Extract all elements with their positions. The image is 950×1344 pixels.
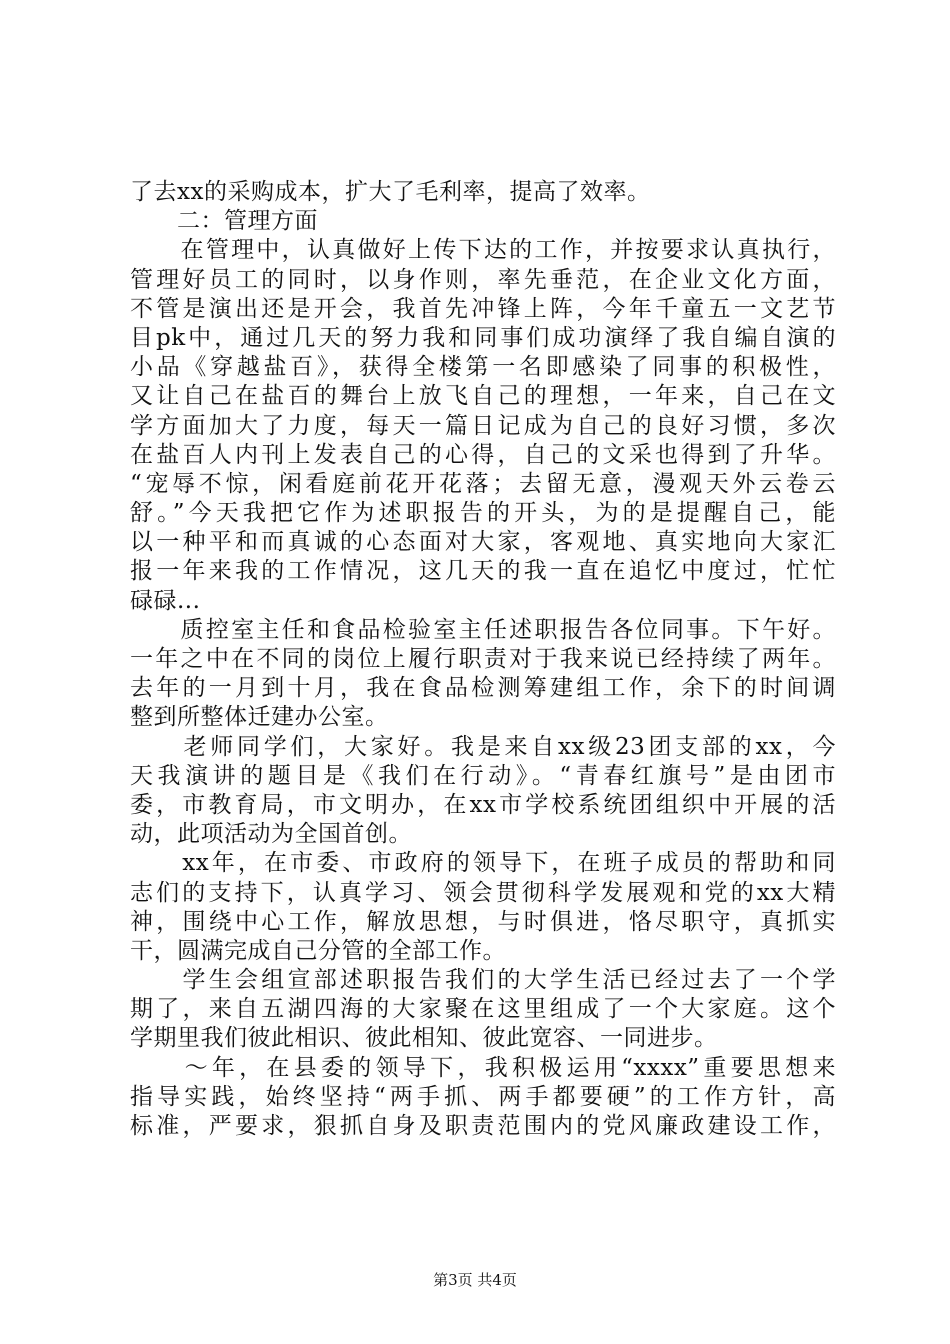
text-line: 去年的一月到十月，我在食品检测筹建组工作，余下的时间调	[130, 675, 836, 702]
text-line: 质控室主任和食品检验室主任述职报告各位同事。下午好。	[130, 616, 836, 643]
text-line: 神，围绕中心工作，解放思想，与时俱进，恪尽职守，真抓实	[130, 908, 836, 935]
text-line: 不管是演出还是开会，我首先冲锋上阵，今年千童五一文艺节	[130, 295, 836, 322]
text-line: 指导实践，始终坚持“两手抓、两手都要硬”的工作方针，高	[130, 1083, 836, 1110]
text-line: 舒。”今天我把它作为述职报告的开头，为的是提醒自己，能	[130, 500, 836, 527]
text-line: 动，此项活动为全国首创。	[130, 821, 412, 848]
document-body	[130, 178, 836, 1141]
text-line: 天我演讲的题目是《我们在行动》。“青春红旗号”是由团市	[130, 762, 836, 789]
text-line: 学生会组宣部述职报告我们的大学生活已经过去了一个学	[130, 967, 836, 994]
text-line: 报一年来我的工作情况，这几天的我一直在追忆中度过，忙忙	[130, 558, 836, 585]
page-footer: 第3页 共4页	[433, 1271, 517, 1289]
text-line: 学期里我们彼此相识、彼此相知、彼此宽容、一同进步。	[130, 1025, 718, 1052]
text-line: 委，市教育局，市文明办，在xx市学校系统团组织中开展的活	[130, 791, 836, 818]
text-line: 志们的支持下，认真学习、领会贯彻科学发展观和党的xx大精	[130, 879, 836, 906]
text-line: 了去xx的采购成本，扩大了毛利率，提高了效率。	[130, 179, 651, 205]
text-line: 小品《穿越盐百》，获得全楼第一名即感染了同事的积极性，	[130, 354, 836, 381]
text-line: 学方面加大了力度，每天一篇日记成为自己的良好习惯，多次	[130, 412, 836, 439]
text-line: 在盐百人内刊上发表自己的心得，自己的文采也得到了升华。	[130, 441, 836, 468]
text-line: 以一种平和而真诚的心态面对大家，客观地、真实地向大家汇	[130, 529, 836, 556]
text-line: xx年，在市委、市政府的领导下，在班子成员的帮助和同	[130, 850, 836, 877]
text-line: 一年之中在不同的岗位上履行职责对于我来说已经持续了两年。	[130, 646, 836, 672]
text-line: 碌碌...	[130, 587, 201, 614]
text-line: 二：管理方面	[130, 208, 318, 235]
text-line: “宠辱不惊，闲看庭前花开花落；去留无意，漫观天外云卷云	[130, 470, 836, 497]
text-line: 整到所整体迁建办公室。	[130, 704, 389, 731]
text-line: 标准，严要求，狠抓自身及职责范围内的党风廉政建设工作，	[130, 1113, 836, 1139]
text-line: 老师同学们，大家好。我是来自xx级23团支部的xx，今	[130, 733, 836, 760]
text-line: 管理好员工的同时，以身作则，率先垂范，在企业文化方面，	[130, 266, 836, 293]
text-line: 又让自己在盐百的舞台上放飞自己的理想，一年来，自己在文	[130, 383, 836, 410]
text-line: 干，圆满完成自己分管的全部工作。	[130, 937, 506, 964]
text-line: 在管理中，认真做好上传下达的工作，并按要求认真执行，	[130, 237, 836, 264]
text-line: ～年，在县委的领导下，我积极运用“xxxx”重要思想来	[130, 1054, 836, 1081]
text-line: 期了，来自五湖四海的大家聚在这里组成了一个大家庭。这个	[130, 996, 836, 1023]
text-line: 目pk中，通过几天的努力我和同事们成功演绎了我自编自演的	[130, 324, 836, 351]
